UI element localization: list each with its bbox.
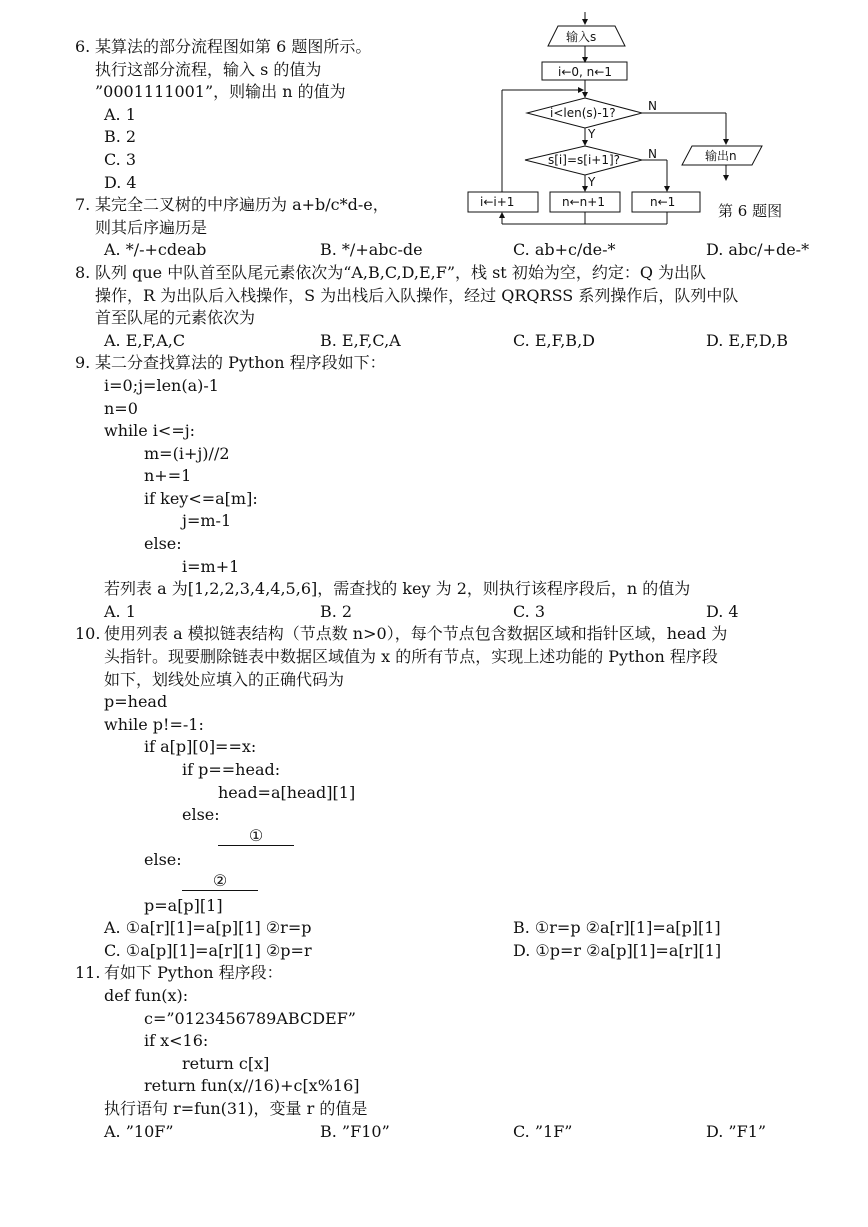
q10-stem: 使用列表 a 模拟链表结构（节点数 n>0），每个节点包含数据区域和指针区域，head 为 — [104, 624, 728, 644]
code-line: if x<16: — [144, 1031, 209, 1051]
q10-stem: 头指针。现要删除链表中数据区域值为 x 的所有节点，实现上述功能的 Python 程序段 — [104, 647, 718, 667]
code-line: j=m-1 — [182, 511, 232, 531]
q7-stem: 某完全二叉树的中序遍历为 a+b/c*d-e， — [95, 195, 389, 215]
fc-yes-1: Y — [588, 127, 596, 141]
q11-stem: 有如下 Python 程序段： — [104, 963, 283, 983]
code-line: i=m+1 — [182, 556, 240, 576]
q6-number: 6. — [75, 37, 91, 56]
q10-option-c: C. ①a[p][1]=a[r][1] ②p=r — [104, 940, 312, 960]
q6-line — [0, 81, 868, 104]
q8-stem: 队列 que 中队首至队尾元素依次为“A,B,C,D,E,F”，栈 st 初始为空，约定：Q 为出队 — [95, 262, 707, 282]
code-line: while p!=-1: — [104, 714, 204, 734]
fc-no-2: N — [648, 147, 657, 161]
code-line: while i<=j: — [104, 421, 196, 441]
q8-stem: 操作，R 为出队后入栈操作，S 为出栈后入队操作，经过 QRQRSS 系列操作后，队列中队 — [95, 285, 739, 305]
code-line: n=0 — [104, 398, 138, 418]
q9-question: 若列表 a 为[1,2,2,3,4,4,5,6]，需查找的 key 为 2，则执行该程序段后，n 的值为 — [104, 579, 691, 599]
q9-option-d: D. 4 — [706, 601, 739, 621]
q9-option-a: A. 1 — [104, 601, 136, 621]
q10-option-b: B. ①r=p ②a[r][1]=a[p][1] — [513, 918, 721, 938]
fc-init: i←0, n←1 — [558, 65, 612, 79]
q7-option-d: D. abc/+de-* — [706, 240, 810, 260]
code-line: if p==head: — [182, 760, 281, 779]
q6-line — [0, 59, 868, 82]
fc-input: 输入s — [566, 30, 597, 44]
code-line: c=”0123456789ABCDEF” — [144, 1008, 356, 1028]
code-line: if key<=a[m]: — [144, 488, 258, 508]
q9-number: 9. — [75, 353, 91, 373]
q6-stem: ”0001111001”，则输出 n 的值为 — [95, 82, 346, 102]
q6-stem: 某算法的部分流程图如第 6 题图所示。 — [95, 37, 372, 56]
blank-2: ② — [182, 872, 258, 891]
fc-inc-n: n←n+1 — [562, 195, 605, 209]
q6-option-d: D. 4 — [104, 172, 137, 192]
q8-option-a: A. E,F,A,C — [104, 330, 186, 350]
code-line: else: — [144, 850, 182, 870]
figure-caption: 第 6 题图 — [718, 202, 783, 220]
code-line: n+=1 — [144, 466, 192, 486]
fc-output: 输出n — [705, 149, 737, 163]
code-line: m=(i+j)//2 — [144, 443, 230, 463]
q8-option-d: D. E,F,D,B — [706, 330, 788, 350]
q11-number: 11. — [75, 963, 101, 983]
code-line: else: — [182, 805, 220, 825]
code-line: def fun(x): — [104, 985, 189, 1005]
q11-option-c: C. ”1F” — [513, 1121, 573, 1141]
fc-cond2: s[i]=s[i+1]? — [548, 153, 621, 167]
code-line: head=a[head][1] — [218, 782, 356, 802]
fc-inc-i: i←i+1 — [480, 195, 515, 209]
q10-stem: 如下，划线处应填入的正确代码为 — [104, 669, 345, 689]
q10-option-a: A. ①a[r][1]=a[p][1] ②r=p — [104, 918, 312, 938]
code-line: i=0;j=len(a)-1 — [104, 375, 219, 395]
code-line: return fun(x//16)+c[x%16] — [144, 1076, 360, 1096]
q8-stem: 首至队尾的元素依次为 — [95, 308, 256, 328]
q11-question: 执行语句 r=fun(31)，变量 r 的值是 — [104, 1098, 368, 1118]
q11-option-b: B. ”F10” — [320, 1121, 390, 1141]
code-line: return c[x] — [182, 1053, 270, 1073]
fc-cond1: i<len(s)-1? — [550, 106, 616, 120]
q7-option-b: B. */+abc-de — [320, 240, 423, 260]
fc-yes-2: Y — [588, 175, 596, 189]
q11-option-a: A. ”10F” — [104, 1121, 174, 1141]
q7-stem: 则其后序遍历是 — [95, 217, 208, 237]
fc-no-1: N — [648, 99, 657, 113]
code-line: p=head — [104, 692, 168, 712]
q10-option-d: D. ①p=r ②a[p][1]=a[r][1] — [513, 940, 722, 960]
q6-option-c: C. 3 — [104, 149, 137, 169]
q8-option-b: B. E,F,C,A — [320, 330, 401, 350]
q9-option-c: C. 3 — [513, 601, 546, 621]
code-line: p=a[p][1] — [144, 895, 223, 915]
q6-stem: 执行这部分流程，输入 s 的值为 — [95, 59, 322, 79]
q9-option-b: B. 2 — [320, 601, 353, 621]
q11-option-d: D. ”F1” — [706, 1121, 767, 1141]
q10-number: 10. — [75, 624, 101, 644]
q8-number: 8. — [75, 262, 91, 282]
q7-option-c: C. ab+c/de-* — [513, 240, 616, 260]
code-line: if a[p][0]==x: — [144, 737, 257, 757]
blank-1: ① — [218, 827, 294, 846]
code-line: else: — [144, 534, 182, 554]
q8-option-c: C. E,F,B,D — [513, 330, 595, 350]
q9-stem: 某二分查找算法的 Python 程序段如下： — [95, 353, 386, 373]
q7-number: 7. — [75, 195, 91, 215]
q6-option-b: B. 2 — [104, 127, 137, 147]
q6-option-a: A. 1 — [104, 104, 136, 124]
q6-line — [0, 36, 868, 59]
q7-option-a: A. */-+cdeab — [104, 240, 207, 260]
fc-reset-n: n←1 — [650, 195, 676, 209]
